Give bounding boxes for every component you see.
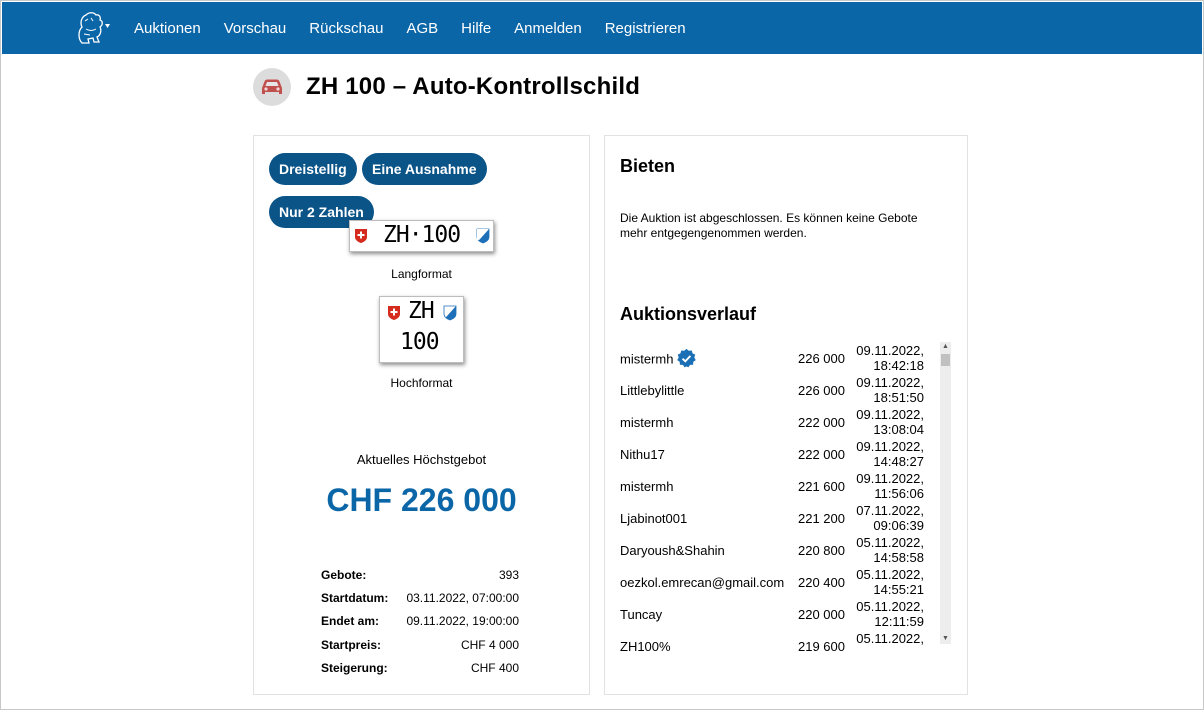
history-amount: 226 000 <box>798 351 845 366</box>
history-date: 05.11.2022, <box>856 599 924 614</box>
auction-history-list[interactable] <box>620 342 953 654</box>
history-row <box>620 470 953 502</box>
bidding-panel <box>604 135 968 695</box>
nav-anmelden[interactable]: Anmelden <box>514 19 582 37</box>
history-timestamp <box>850 440 924 469</box>
tag-eine-ausnahme[interactable]: Eine Ausnahme <box>362 153 487 185</box>
info-row-steigerung: Steigerung: CHF 400 <box>321 660 519 675</box>
history-bidder-name: Ljabinot001 <box>620 511 688 526</box>
history-date: 09.11.2022, <box>856 439 924 454</box>
history-bidder-name: Nithu17 <box>620 447 665 462</box>
history-amount: 222 000 <box>798 447 845 462</box>
plate-details-panel <box>253 135 590 695</box>
history-bidder <box>620 479 673 494</box>
history-timestamp <box>850 600 924 629</box>
highest-bid-value: CHF 226 000 <box>326 482 517 518</box>
history-row <box>620 502 953 534</box>
history-bidder-name: oezkol.emrecan@gmail.com <box>620 575 785 590</box>
plate-high-caption: Hochformat <box>390 376 453 390</box>
history-timestamp <box>850 408 924 437</box>
history-bidder <box>620 639 671 654</box>
history-date: 09.11.2022, <box>856 407 924 422</box>
plate-high-format <box>379 296 464 363</box>
history-time: 13:08:04 <box>873 421 924 437</box>
history-row <box>620 598 953 630</box>
tag-dreistellig[interactable]: Dreistellig <box>269 153 357 185</box>
highest-bid-label: Aktuelles Höchstgebot <box>356 452 487 467</box>
history-time: 09:06:39 <box>873 517 924 533</box>
history-row <box>620 342 953 374</box>
verified-badge-icon <box>676 348 697 369</box>
history-time: 12:11:59 <box>874 613 924 629</box>
history-date: 05.11.2022, <box>856 567 924 582</box>
nav-rueckschau[interactable]: Rückschau <box>309 19 384 37</box>
history-row <box>620 566 953 598</box>
history-date: 05.11.2022, <box>856 535 924 550</box>
history-amount: 220 000 <box>798 607 845 622</box>
history-bidder-name: Daryoush&Shahin <box>620 543 725 558</box>
history-bidder <box>620 511 687 526</box>
info-row-startdatum: Startdatum: 03.11.2022, 07:00:00 <box>321 591 519 606</box>
info-row-gebote: Gebote: 393 <box>321 568 519 582</box>
history-bidder-name: mistermh <box>620 415 674 430</box>
history-amount: 220 800 <box>798 543 845 558</box>
history-amount: 222 000 <box>798 415 845 430</box>
zurich-lion-logo-icon[interactable] <box>72 9 112 47</box>
swiss-shield-icon <box>388 306 400 320</box>
plate-long-format <box>349 220 494 252</box>
scroll-up-arrow-icon[interactable]: ▲ <box>942 343 949 350</box>
car-icon <box>253 68 291 106</box>
history-amount: 221 200 <box>798 511 845 526</box>
history-timestamp <box>850 632 924 647</box>
nav-hilfe[interactable]: Hilfe <box>461 19 492 37</box>
history-timestamp <box>850 536 924 565</box>
plate-long-text: ZH·100 <box>383 222 461 248</box>
history-bidder-name: mistermh <box>620 351 674 367</box>
history-bidder <box>620 447 665 462</box>
history-row <box>620 406 953 438</box>
history-time: 11:56:06 <box>874 485 924 501</box>
history-timestamp <box>850 504 924 533</box>
history-time: 14:48:27 <box>873 453 924 469</box>
tag-nur-2-zahlen[interactable]: Nur 2 Zahlen <box>269 196 374 228</box>
history-bidder <box>620 383 684 398</box>
top-navigation-bar <box>2 2 1202 54</box>
history-time: 18:51:50 <box>873 389 924 405</box>
history-amount: 226 000 <box>798 383 845 398</box>
history-row <box>620 630 953 662</box>
history-bidder-name: Littlebylittle <box>620 383 685 398</box>
history-time: 14:58:58 <box>873 549 924 565</box>
nav-vorschau[interactable]: Vorschau <box>223 19 287 37</box>
history-time: 14:55:21 <box>873 581 924 597</box>
history-date: 05.11.2022, <box>856 631 924 646</box>
nav-auktionen[interactable]: Auktionen <box>134 19 201 37</box>
history-timestamp <box>850 344 924 373</box>
plate-long-caption: Langformat <box>391 267 452 281</box>
auction-history-heading: Auktionsverlauf <box>620 304 757 324</box>
scrollbar-thumb[interactable] <box>941 354 950 366</box>
nav-registrieren[interactable]: Registrieren <box>604 19 686 37</box>
history-amount: 221 600 <box>798 479 845 494</box>
plate-high-line1: ZH <box>408 298 434 324</box>
history-row <box>620 438 953 470</box>
zurich-shield-icon <box>444 306 456 320</box>
title-row <box>253 67 640 107</box>
history-timestamp <box>850 376 924 405</box>
page-title: ZH 100 – Auto-Kontrollschild <box>306 73 641 100</box>
history-time: 18:42:18 <box>873 357 924 373</box>
swiss-shield-icon <box>355 229 367 243</box>
history-date: 09.11.2022, <box>856 343 924 358</box>
history-bidder <box>620 351 697 369</box>
history-bidder-name: Tuncay <box>620 607 663 622</box>
history-row <box>620 534 953 566</box>
auction-closed-message: Die Auktion ist abgeschlossen. Es können keine Gebote mehr entgegengenommen werden. <box>620 211 918 240</box>
history-bidder <box>620 607 662 622</box>
history-bidder-name: mistermh <box>620 479 674 494</box>
history-bidder <box>620 415 673 430</box>
nav-agb[interactable]: AGB <box>406 19 439 37</box>
scroll-down-arrow-icon[interactable]: ▼ <box>942 635 949 642</box>
zurich-shield-icon <box>477 229 489 243</box>
history-date: 09.11.2022, <box>856 375 924 390</box>
history-amount: 220 400 <box>798 575 845 590</box>
info-row-endet-am: Endet am: 09.11.2022, 19:00:00 <box>321 614 519 629</box>
auction-info-table <box>321 564 519 680</box>
main-nav <box>134 2 709 54</box>
history-bidder-name: ZH100% <box>620 639 671 654</box>
history-amount: 219 600 <box>798 639 845 654</box>
history-row <box>620 374 953 406</box>
plate-high-line2: 100 <box>400 329 439 355</box>
history-timestamp <box>850 568 924 597</box>
history-bidder <box>620 575 784 590</box>
history-date: 09.11.2022, <box>856 471 924 486</box>
bieten-heading: Bieten <box>620 156 676 176</box>
history-bidder <box>620 543 725 558</box>
history-date: 07.11.2022, <box>856 503 924 518</box>
history-scrollbar[interactable] <box>940 342 951 644</box>
info-row-startpreis: Startpreis: CHF 4 000 <box>321 637 519 652</box>
history-timestamp <box>850 472 924 501</box>
